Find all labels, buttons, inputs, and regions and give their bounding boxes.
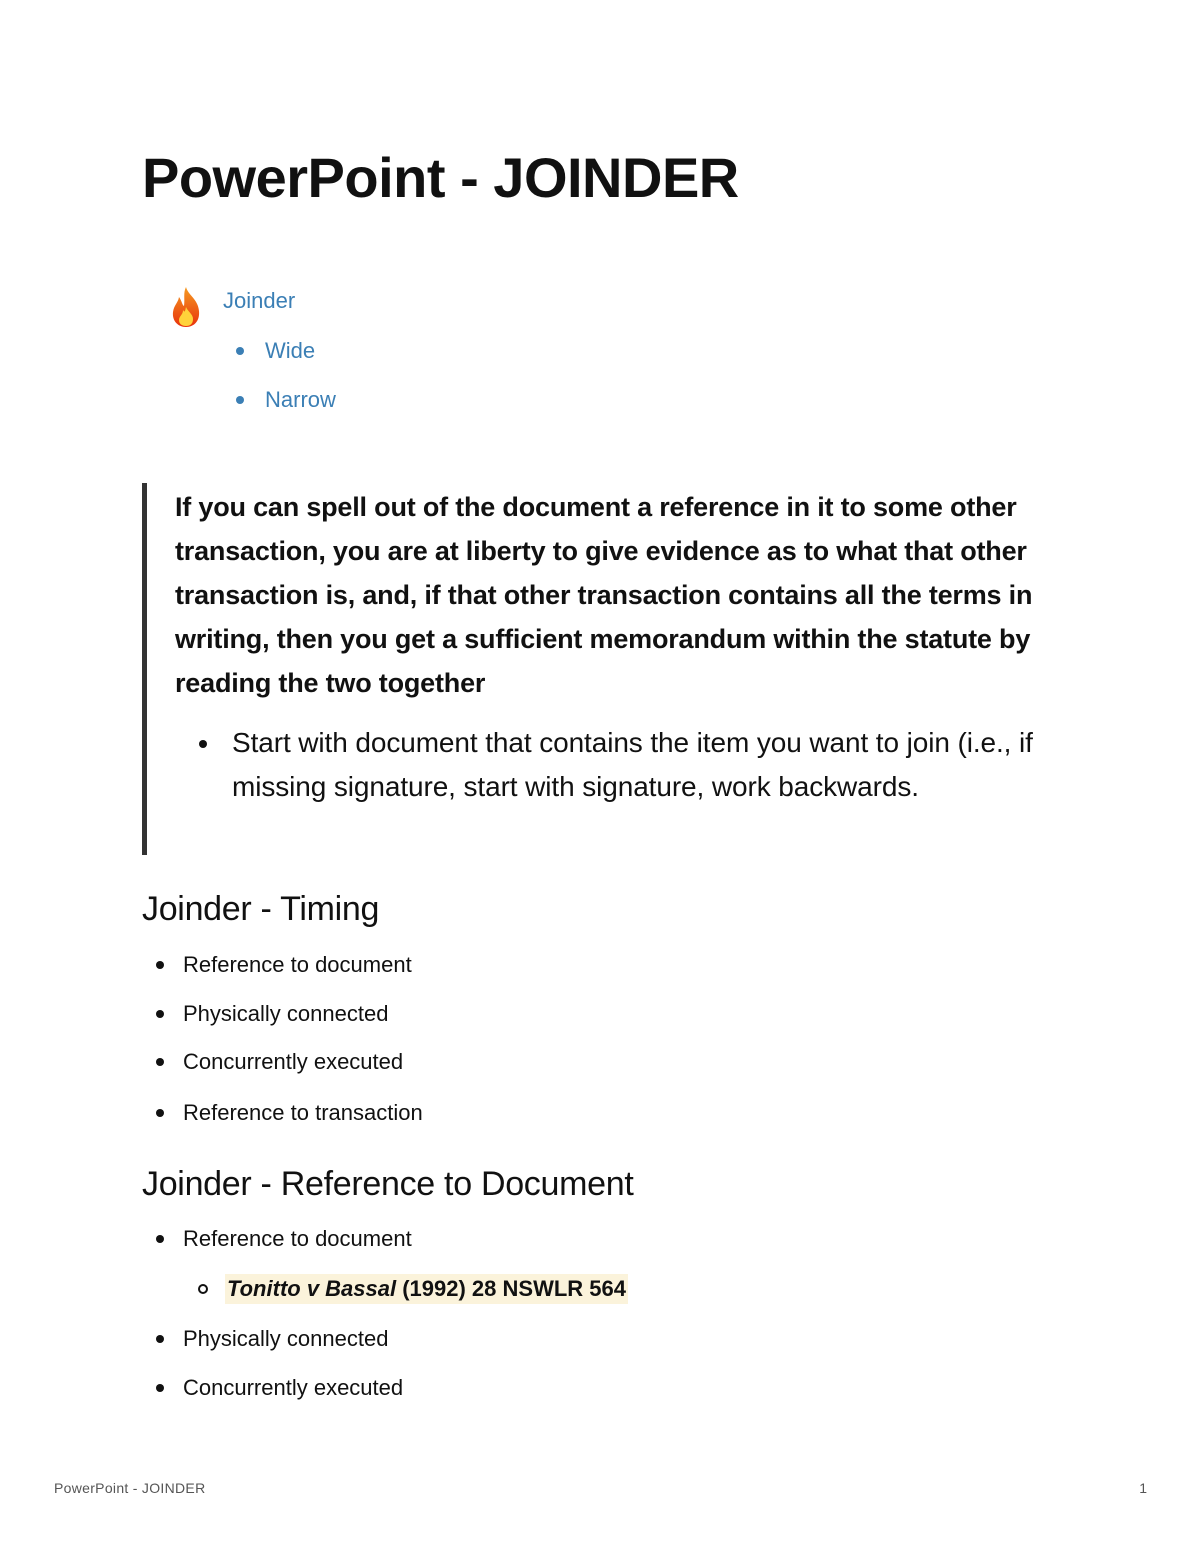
section-heading-timing: Joinder - Timing xyxy=(142,890,380,928)
list-item xyxy=(156,1047,403,1077)
list-item xyxy=(156,1324,388,1354)
list-item xyxy=(156,950,412,980)
bullet-dot xyxy=(156,1058,164,1066)
bullet-dot xyxy=(156,1384,164,1392)
list-item-label: Concurrently executed xyxy=(183,1049,404,1074)
sub-list-item xyxy=(198,1274,628,1304)
bullet-dot xyxy=(199,740,207,748)
bullet-dot xyxy=(156,1335,164,1343)
case-name: Tonitto v Bassal xyxy=(227,1276,397,1301)
list-item-label: Concurrently executed xyxy=(183,1375,404,1400)
page-title: PowerPoint - JOINDER xyxy=(142,146,739,209)
page-number: 1 xyxy=(1139,1480,1147,1496)
footer-title: PowerPoint - JOINDER xyxy=(54,1480,206,1496)
toc-link-label[interactable]: Narrow xyxy=(265,387,336,412)
toc-link-label[interactable]: Wide xyxy=(265,338,316,363)
toc-link-joinder[interactable]: Joinder xyxy=(223,288,296,313)
fire-icon xyxy=(168,285,204,329)
list-item-label: Reference to transaction xyxy=(183,1100,423,1125)
quote-bullet-text: Start with document that contains the item you want to join (i.e., if missing signature, start with signature, work backwards. xyxy=(232,727,1033,802)
list-item-label: Physically connected xyxy=(183,1001,389,1026)
list-item-label: Physically connected xyxy=(183,1326,389,1351)
case-reference: (1992) 28 NSWLR 564 xyxy=(396,1276,626,1301)
quote-text: If you can spell out of the document a reference in it to some other transaction, you are at liberty to give evidence as to what that other transaction is, and, if that other transaction contains all the terms in writing, then you get a sufficient memorandum within the statute by reading the two together xyxy=(175,492,1033,698)
bullet-ring xyxy=(198,1284,208,1294)
bullet-dot xyxy=(236,396,244,404)
list-item-label: Reference to document xyxy=(183,1226,412,1251)
bullet-dot xyxy=(156,961,164,969)
blockquote xyxy=(142,483,1067,855)
toc-link-narrow[interactable] xyxy=(236,382,336,418)
case-citation xyxy=(225,1274,628,1304)
bullet-dot xyxy=(156,1109,164,1117)
bullet-dot xyxy=(236,347,244,355)
list-item-label: Reference to document xyxy=(183,952,412,977)
list-item xyxy=(156,1098,423,1128)
list-item xyxy=(156,999,388,1029)
list-item xyxy=(156,1373,403,1403)
section-heading-reference: Joinder - Reference to Document xyxy=(142,1165,634,1203)
list-item xyxy=(156,1224,412,1254)
toc-link-wide[interactable] xyxy=(236,333,315,369)
bullet-dot xyxy=(156,1010,164,1018)
bullet-dot xyxy=(156,1235,164,1243)
